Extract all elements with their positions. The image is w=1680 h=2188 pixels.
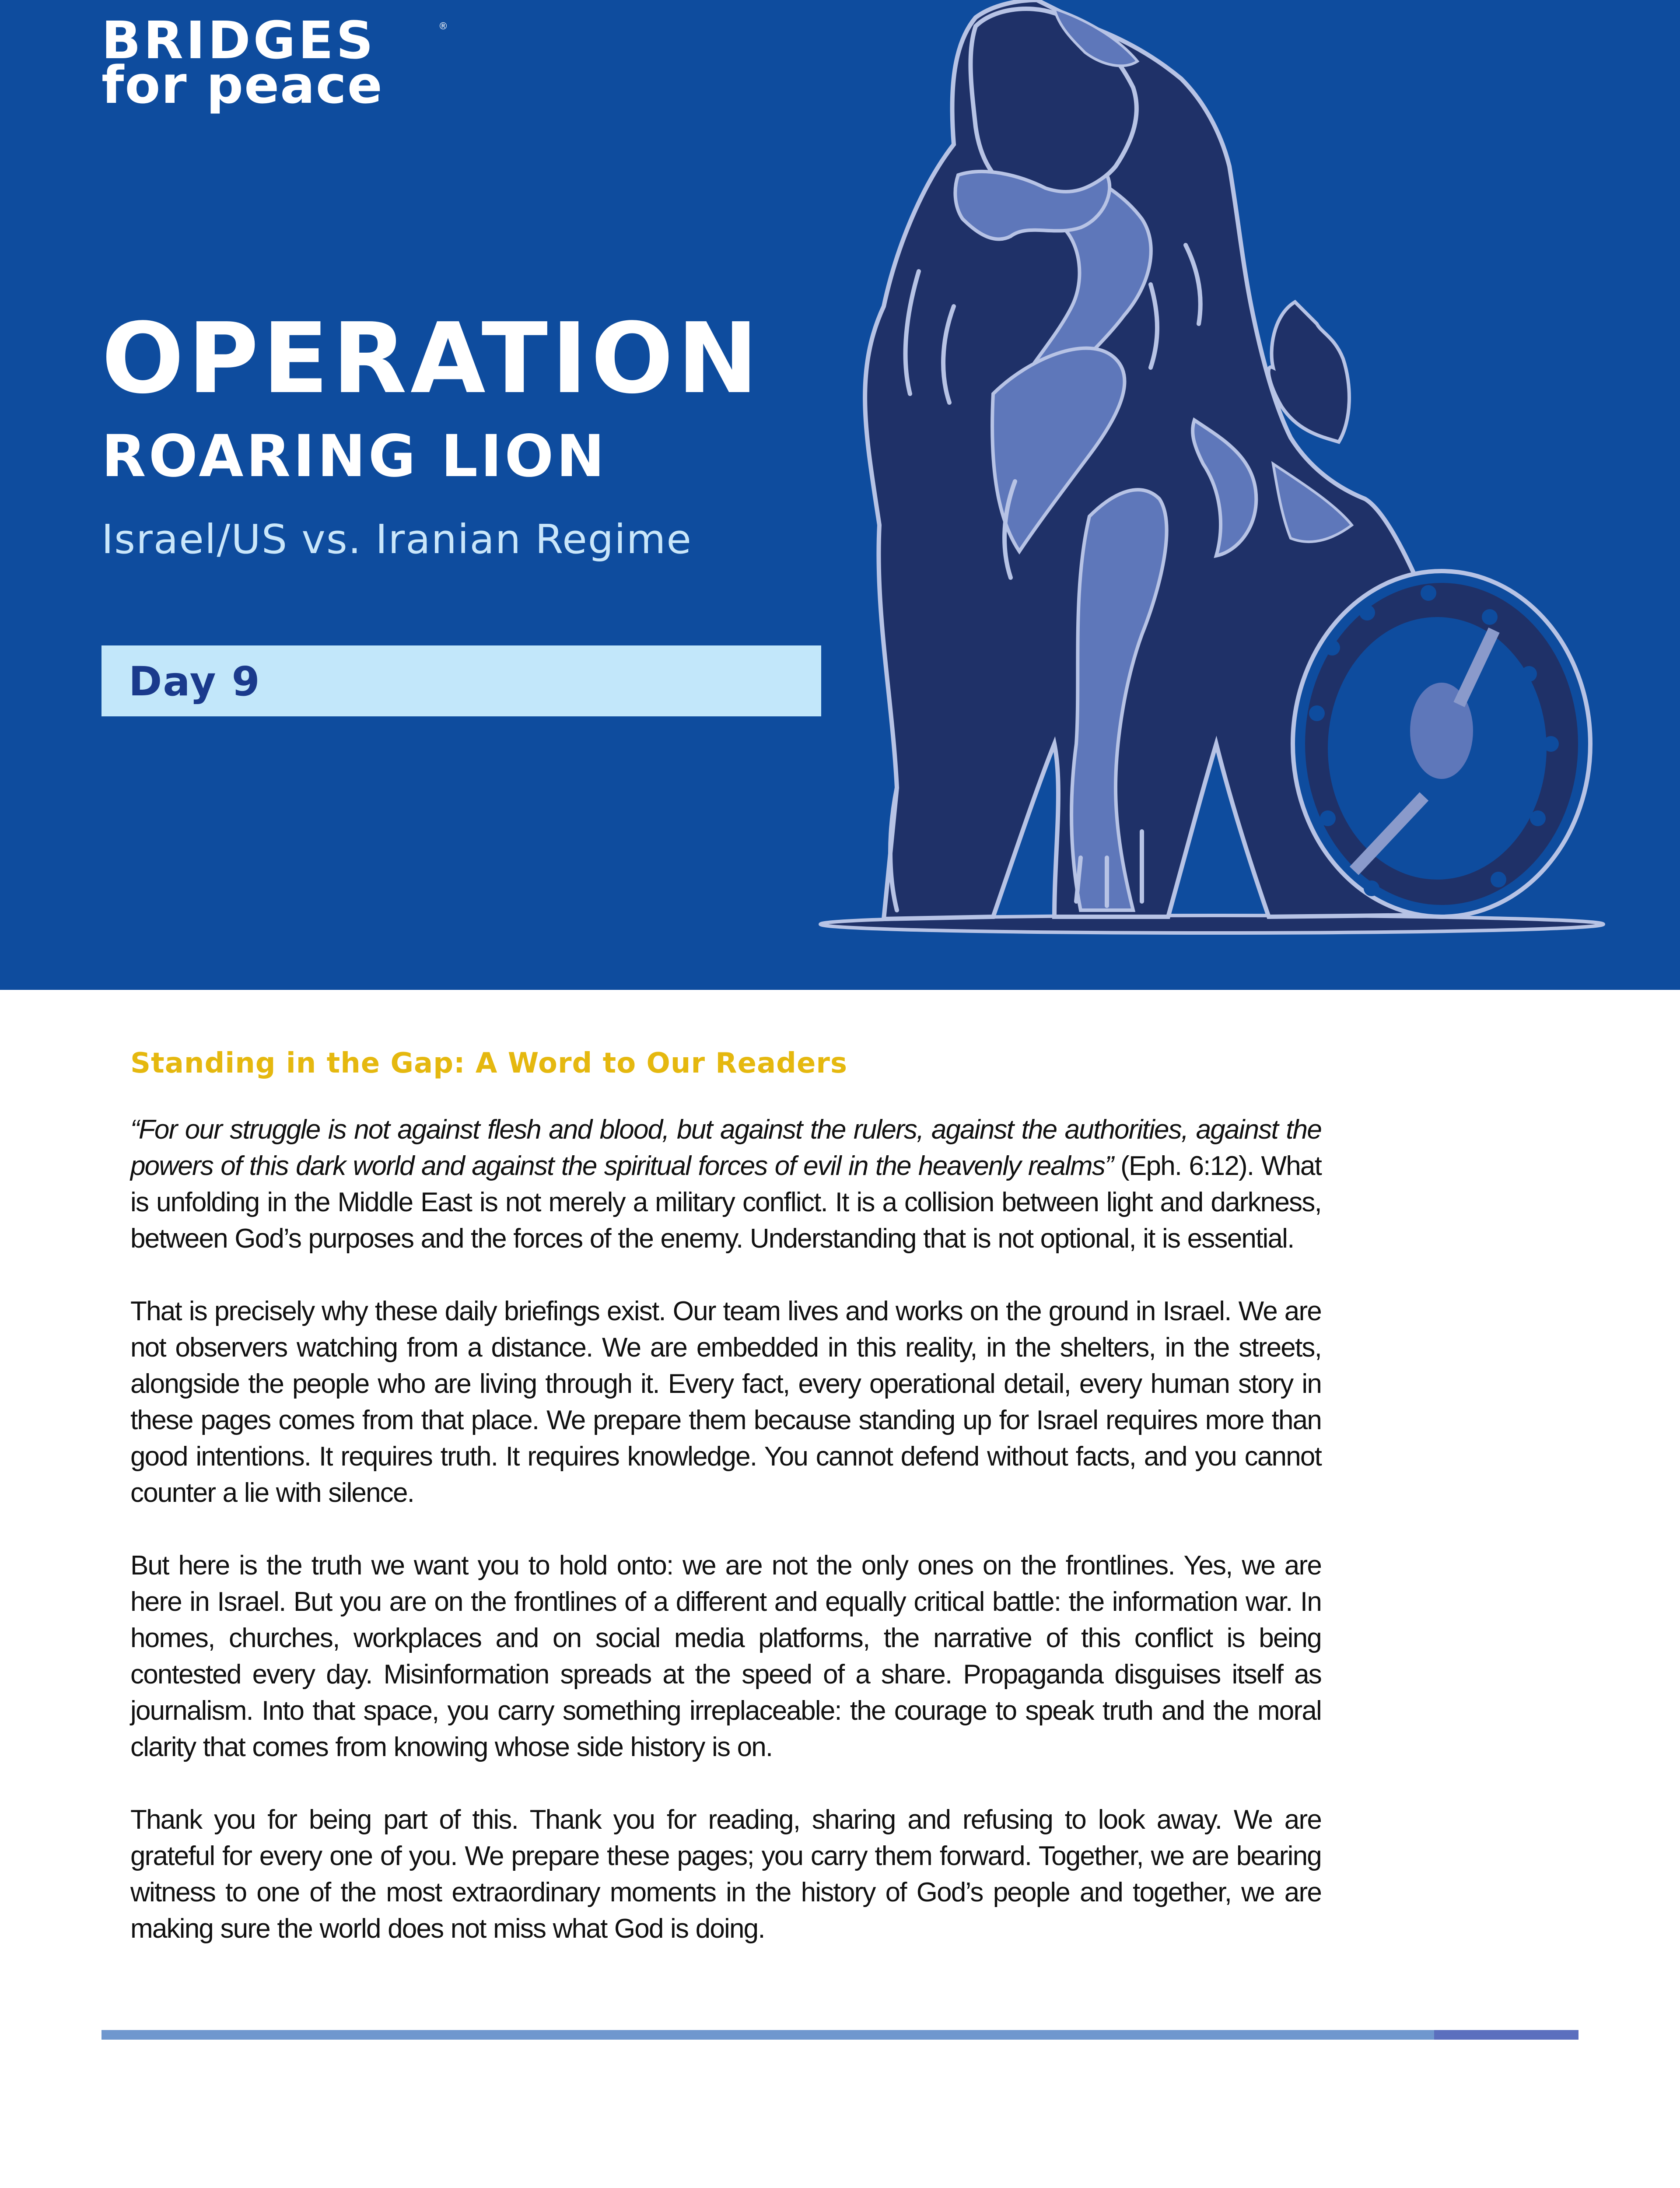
article-heading: Standing in the Gap: A Word to Our Readers [130,1047,848,1080]
footer-divider [102,2030,1578,2040]
day-label: Day 9 [129,658,261,705]
shield [1293,571,1590,917]
title-roaring-lion: ROARING LION [102,423,607,490]
logo-line-1: BRIDGES [102,10,376,70]
article-paragraph [130,1112,1321,1257]
registered-mark: ® [438,21,448,32]
logo-line-2: for peace [102,55,383,115]
paragraph-text: (Eph. 6:12). What is unfolding in the Middle East is not merely a military conflict. It is a collision between light and darkness, between God’s purposes and the forces of the enemy. Understanding that is not optional, it is essential. [130,1151,1322,1254]
hero-banner [0,0,1680,990]
day-banner [102,645,821,716]
footer-divider-accent [1434,2030,1578,2040]
hero-subtitle: Israel/US vs. Iranian Regime [102,516,692,563]
article [130,1041,1321,1947]
article-paragraph: That is precisely why these daily briefings exist. Our team lives and works on the ground in Israel. We are not observers watching from a distance. We are embedded in this reality, in the shelters, in the streets, alongside the people who are living through it. Every fact, every operational detail, every human story in these pages comes from that place. We prepare them because standing up for Israel requires more than good intentions. It requires truth. It requires knowledge. You cannot defend without facts, and you cannot counter a lie with silence. [130,1296,1321,1508]
scripture-quote: “For our struggle is not against flesh and blood, but against the rulers, against the authorities, against the powers of this dark world and against the spiritual forces of evil in the heavenly realms” [130,1115,1321,1181]
bridges-for-peace-logo [102,10,448,115]
article-paragraph: But here is the truth we want you to hold onto: we are not the only ones on the frontlines. Yes, we are here in Israel. But you are on the frontlines of a different and equally critical battle: the information war. In homes, churches, workplaces and on social media platforms, the narrative of this conflict is being contested every day. Misinformation spreads at the speed of a share. Propaganda disguises itself as journalism. Into that space, you carry something irreplaceable: the courage to speak truth and the moral clarity that comes from knowing whose side history is on. [130,1550,1321,1762]
lion-illustration-icon [809,0,1680,990]
title-operation: OPERATION [102,302,762,415]
article-paragraph: Thank you for being part of this. Thank you for reading, sharing and refusing to look away. We are grateful for every one of you. We prepare these pages; you carry them forward. Together, we are bearing witness to one of the most extraordinary moments in the history of God’s people and together, we are making sure the world does not miss what God is doing. [130,1805,1321,1944]
